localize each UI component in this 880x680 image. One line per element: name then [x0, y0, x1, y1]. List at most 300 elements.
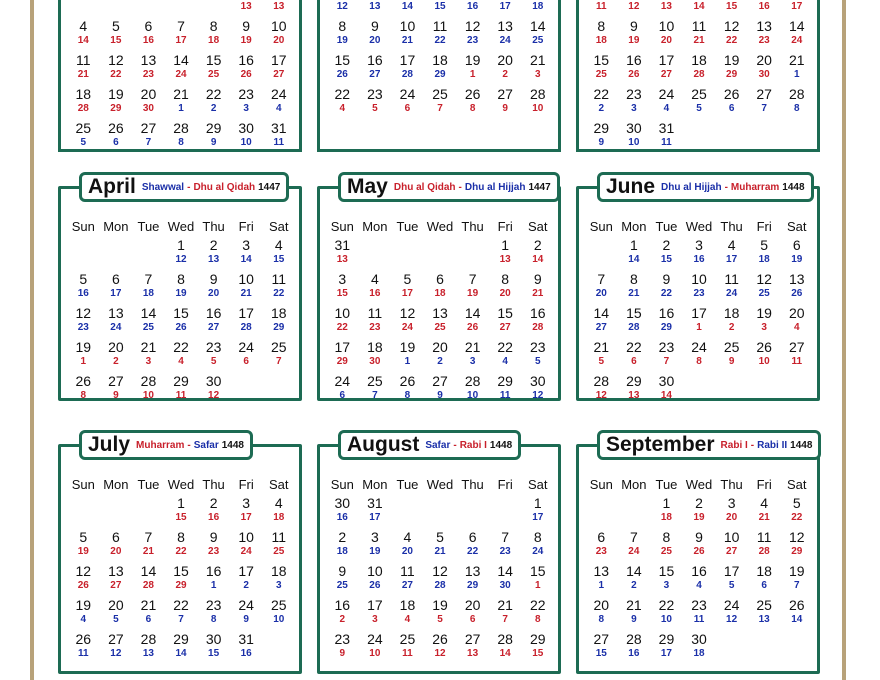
gregorian-date: 30	[658, 373, 675, 389]
day-cell	[683, 121, 716, 155]
week-row	[326, 87, 554, 121]
hijri-date: 26	[693, 546, 705, 557]
day-cell	[456, 272, 489, 306]
day-cell	[359, 238, 392, 272]
hijri-date: 17	[726, 254, 738, 265]
day-cell	[780, 272, 813, 306]
gregorian-date: 27	[497, 86, 513, 102]
week-row	[67, 53, 295, 87]
gregorian-date: 11	[724, 271, 739, 287]
day-cell	[489, 19, 522, 53]
hijri-date: 15	[336, 288, 348, 299]
hijri-date: 5	[534, 356, 541, 367]
weekday-label: Sat	[528, 219, 548, 234]
day-cell	[456, 374, 489, 408]
day-cell	[359, 87, 392, 121]
hijri-date: 8	[178, 137, 184, 148]
day-cell	[780, 632, 813, 666]
gregorian-date: 10	[334, 305, 351, 321]
weekday-label: Sun	[589, 477, 613, 492]
hijri-date: 22	[273, 288, 285, 299]
month-title-box	[597, 430, 821, 460]
day-cell	[585, 87, 618, 121]
gregorian-date: 21	[529, 52, 546, 68]
day-cell	[748, 87, 781, 121]
hijri-date: 11	[499, 390, 511, 401]
hijri-date: 27	[110, 580, 122, 591]
hijri-date: 11	[791, 356, 803, 367]
hijri-date: 11	[693, 614, 705, 625]
gregorian-date: 20	[108, 339, 124, 355]
day-cell	[326, 238, 359, 272]
hijri-date: 9	[243, 614, 249, 625]
hijri-date: 21	[401, 35, 413, 46]
weekday-header	[67, 477, 295, 492]
week-row	[326, 374, 554, 408]
gregorian-date: 13	[497, 18, 513, 34]
hijri-date: 29	[467, 580, 479, 591]
hijri-date: 26	[467, 322, 479, 333]
day-cell	[132, 496, 165, 530]
hijri-date: 14	[693, 1, 705, 12]
weekday-label: Fri	[238, 477, 254, 492]
day-cell	[197, 598, 230, 632]
gregorian-date: 14	[593, 305, 610, 321]
hijri-date: 8	[598, 614, 605, 625]
hijri-date: 17	[369, 512, 381, 523]
gregorian-date: 15	[334, 52, 351, 68]
gregorian-date: 21	[140, 339, 157, 355]
hijri-date: 3	[275, 580, 282, 591]
week-row	[585, 340, 813, 374]
day-cell	[230, 87, 263, 121]
day-cell	[521, 272, 554, 306]
gregorian-date: 22	[593, 86, 610, 102]
day-cell	[650, 340, 683, 374]
hijri-date: 8	[469, 103, 476, 114]
hijri-date: 23	[142, 69, 154, 80]
day-cell	[67, 121, 100, 155]
hijri-year: 1448	[790, 439, 813, 451]
hijri-date: 12	[110, 648, 122, 659]
day-cell	[197, 306, 230, 340]
gregorian-date: 25	[756, 597, 772, 613]
hijri-date: 20	[273, 35, 285, 46]
hijri-date: 10	[240, 137, 252, 148]
hijri-date: 5	[80, 137, 87, 148]
day-cell	[715, 374, 748, 408]
week-row	[67, 0, 295, 19]
hijri-date: 7	[437, 103, 443, 114]
hijri-date: 13	[369, 1, 381, 12]
hijri-date: 2	[243, 580, 249, 591]
weekday-label: Tue	[137, 477, 160, 492]
day-cell	[67, 306, 100, 340]
day-cell	[100, 374, 133, 408]
hijri-date: 7	[372, 390, 378, 401]
day-cell	[715, 598, 748, 632]
gregorian-date: 11	[756, 529, 772, 545]
month-name: September	[606, 433, 715, 456]
hijri-date: 29	[273, 322, 285, 333]
weekday-label: Wed	[167, 477, 195, 492]
gregorian-date: 15	[529, 563, 546, 579]
gregorian-date: 15	[205, 52, 222, 68]
gregorian-date: 16	[334, 597, 351, 613]
hijri-date: 29	[791, 546, 803, 557]
gregorian-date: 30	[626, 120, 642, 136]
gregorian-date: 14	[497, 563, 513, 579]
hijri-date: 14	[77, 35, 89, 46]
day-cell	[132, 564, 165, 598]
day-cell	[165, 121, 198, 155]
gregorian-date: 5	[760, 237, 769, 253]
gregorian-date: 26	[108, 120, 124, 136]
gregorian-date: 6	[111, 271, 120, 287]
gregorian-date: 27	[593, 631, 610, 647]
hijri-date: 25	[336, 580, 348, 591]
day-cell	[650, 374, 683, 408]
month-name: July	[88, 433, 131, 456]
gregorian-date: 19	[464, 52, 481, 68]
hijri-date: 17	[791, 1, 803, 12]
day-cell	[132, 121, 165, 155]
day-cell	[489, 0, 522, 19]
day-cell	[359, 564, 392, 598]
gregorian-date: 23	[334, 631, 351, 647]
hijri-date: 9	[598, 137, 605, 148]
hijri-date: 24	[628, 546, 640, 557]
day-cell	[424, 374, 457, 408]
hijri-date: 1	[80, 356, 87, 367]
gregorian-date: 12	[75, 563, 92, 579]
hijri-date: 17	[110, 288, 122, 299]
day-cell	[489, 340, 522, 374]
day-cell	[424, 272, 457, 306]
day-cell	[262, 272, 295, 306]
hijri-date: 3	[145, 356, 152, 367]
gregorian-date: 6	[597, 529, 606, 545]
gregorian-date: 18	[432, 52, 448, 68]
hijri-date: 17	[175, 35, 187, 46]
day-cell	[780, 19, 813, 53]
hijri-month-start: Shawwal	[141, 181, 185, 193]
day-cell	[326, 340, 359, 374]
day-cell	[683, 19, 716, 53]
week-row	[585, 306, 813, 340]
day-cell	[456, 598, 489, 632]
hijri-date: 9	[631, 614, 637, 625]
hijri-date: 4	[275, 103, 282, 114]
day-cell	[489, 564, 522, 598]
gregorian-date: 15	[173, 563, 189, 579]
hijri-month-start: Safar	[425, 439, 451, 451]
hijri-date: 18	[595, 35, 607, 46]
day-cell	[489, 496, 522, 530]
day-cell	[683, 530, 716, 564]
gregorian-date: 20	[756, 52, 772, 68]
gregorian-date: 18	[270, 563, 287, 579]
week-row	[326, 598, 554, 632]
gregorian-date: 22	[529, 597, 546, 613]
hijri-date: 28	[401, 69, 413, 80]
gregorian-date: 25	[270, 597, 287, 613]
day-cell	[262, 87, 295, 121]
gregorian-date: 25	[367, 373, 383, 389]
month-title-box	[79, 430, 253, 460]
gregorian-date: 28	[788, 86, 805, 102]
hijri-date: 13	[628, 390, 640, 401]
hijri-date: 30	[142, 103, 154, 114]
partial-month-1	[58, 0, 302, 152]
hijri-date: 10	[369, 648, 381, 659]
day-cell	[230, 238, 263, 272]
gregorian-date: 26	[723, 86, 740, 102]
day-cell	[521, 374, 554, 408]
gregorian-date: 23	[626, 86, 642, 102]
gregorian-date: 26	[75, 373, 92, 389]
partial-month-3	[576, 0, 820, 152]
hijri-year: 1447	[258, 181, 281, 193]
week-row	[67, 374, 295, 408]
gregorian-date: 3	[242, 237, 251, 253]
hijri-date: 30	[499, 580, 511, 591]
day-cell	[165, 564, 198, 598]
hijri-date: 17	[401, 288, 413, 299]
gregorian-date: 8	[177, 271, 185, 287]
day-cell	[359, 19, 392, 53]
gregorian-date: 4	[727, 237, 736, 253]
day-cell	[165, 272, 198, 306]
gregorian-date: 22	[626, 339, 642, 355]
weekday-label: Mon	[362, 477, 388, 492]
month-name: June	[606, 175, 656, 198]
day-cell	[585, 340, 618, 374]
day-cell	[585, 306, 618, 340]
hijri-date: 1	[178, 103, 184, 114]
gregorian-date: 8	[177, 529, 185, 545]
day-cell	[197, 374, 230, 408]
gregorian-date: 26	[788, 597, 805, 613]
hijri-date: 23	[467, 35, 479, 46]
hijri-date: 23	[77, 322, 89, 333]
day-cell	[359, 374, 392, 408]
week-row	[585, 374, 813, 408]
hijri-date: 19	[336, 35, 348, 46]
day-cell	[391, 19, 424, 53]
gregorian-date: 18	[367, 339, 383, 355]
gregorian-date: 22	[658, 597, 675, 613]
gregorian-date: 10	[723, 529, 740, 545]
day-cell	[326, 306, 359, 340]
day-cell	[748, 598, 781, 632]
day-cell	[683, 53, 716, 87]
gregorian-date: 14	[140, 563, 157, 579]
hijri-date: 20	[595, 288, 607, 299]
gregorian-date: 11	[400, 563, 415, 579]
weekday-label: Thu	[461, 477, 484, 492]
hijri-date: 2	[437, 356, 443, 367]
hijri-date: 12	[595, 390, 607, 401]
gregorian-date: 10	[270, 18, 287, 34]
hijri-date: 18	[758, 254, 770, 265]
hijri-date: 3	[469, 356, 476, 367]
gregorian-date: 22	[173, 597, 189, 613]
day-cell	[683, 306, 716, 340]
partial-month-2	[317, 0, 561, 152]
gregorian-date: 19	[108, 86, 124, 102]
gregorian-date: 13	[788, 271, 805, 287]
day-cell	[521, 306, 554, 340]
hijri-year: 1448	[489, 439, 513, 451]
day-cell	[326, 496, 359, 530]
day-cell	[521, 530, 554, 564]
gregorian-date: 5	[79, 271, 88, 287]
day-cell	[391, 238, 424, 272]
day-cell	[230, 374, 263, 408]
hijri-date: 13	[240, 1, 252, 12]
gregorian-date: 23	[658, 339, 675, 355]
day-cell	[456, 87, 489, 121]
gregorian-date: 15	[593, 52, 610, 68]
gregorian-date: 8	[533, 529, 542, 545]
day-cell	[424, 632, 457, 666]
day-cell	[262, 0, 295, 19]
hijri-date: 16	[758, 1, 770, 12]
hijri-date: 28	[77, 103, 89, 114]
day-cell	[456, 632, 489, 666]
day-cell	[165, 496, 198, 530]
gregorian-date: 2	[662, 237, 671, 253]
day-cell	[359, 598, 392, 632]
week-row	[67, 306, 295, 340]
hijri-date: 18	[434, 288, 446, 299]
day-cell	[67, 53, 100, 87]
week-row	[326, 530, 554, 564]
day-cell	[197, 496, 230, 530]
hijri-months	[425, 440, 512, 451]
day-cell	[521, 53, 554, 87]
day-cell	[456, 53, 489, 87]
day-cell	[67, 632, 100, 666]
day-cell	[748, 340, 781, 374]
week-row	[585, 632, 813, 666]
gregorian-date: 12	[756, 271, 772, 287]
hijri-date: 13	[142, 648, 154, 659]
day-cell	[197, 121, 230, 155]
day-cell	[326, 598, 359, 632]
gregorian-date: 13	[108, 563, 124, 579]
hijri-date: 15	[110, 35, 122, 46]
day-cell	[230, 496, 263, 530]
day-cell	[780, 53, 813, 87]
weekday-header	[67, 219, 295, 234]
week-row	[326, 340, 554, 374]
gregorian-date: 2	[695, 495, 703, 511]
gregorian-date: 22	[173, 339, 189, 355]
day-cell	[100, 598, 133, 632]
day-cell	[67, 19, 100, 53]
weekday-label: Tue	[396, 477, 419, 492]
hijri-date: 11	[661, 137, 672, 148]
day-cell	[521, 496, 554, 530]
gregorian-date: 26	[756, 339, 772, 355]
hijri-separator: -	[187, 439, 191, 451]
hijri-date: 19	[467, 288, 479, 299]
gregorian-date: 16	[205, 563, 222, 579]
day-cell	[391, 632, 424, 666]
week-rows	[67, 496, 295, 666]
hijri-date: 8	[80, 390, 87, 401]
day-cell	[521, 632, 554, 666]
hijri-date: 22	[175, 546, 187, 557]
gregorian-date: 30	[529, 373, 546, 389]
hijri-month-start: Dhu al Hijjah	[661, 181, 722, 193]
gregorian-date: 26	[432, 631, 448, 647]
day-cell	[618, 306, 651, 340]
hijri-date: 26	[240, 69, 252, 80]
day-cell	[585, 374, 618, 408]
day-cell	[489, 530, 522, 564]
gregorian-date: 29	[173, 631, 189, 647]
day-cell	[197, 238, 230, 272]
weekday-label: Thu	[461, 219, 484, 234]
gregorian-date: 25	[723, 339, 740, 355]
gregorian-date: 7	[597, 271, 606, 287]
day-cell	[456, 19, 489, 53]
weekday-label: Mon	[621, 477, 647, 492]
gregorian-date: 14	[464, 305, 481, 321]
weekday-label: Mon	[362, 219, 388, 234]
day-cell	[230, 632, 263, 666]
gregorian-date: 8	[501, 271, 510, 287]
day-cell	[165, 53, 198, 87]
hijri-date: 12	[532, 390, 544, 401]
hijri-date: 24	[791, 35, 803, 46]
gregorian-date: 9	[338, 563, 347, 579]
gregorian-date: 6	[111, 529, 120, 545]
day-cell	[585, 632, 618, 666]
gregorian-date: 1	[533, 495, 542, 511]
gregorian-date: 24	[691, 339, 707, 355]
day-cell	[100, 306, 133, 340]
hijri-date: 1	[598, 580, 605, 591]
day-cell	[391, 0, 424, 19]
day-cell	[326, 374, 359, 408]
gregorian-date: 28	[173, 120, 189, 136]
hijri-date: 28	[142, 580, 154, 591]
gregorian-date: 13	[593, 563, 610, 579]
weekday-label: Fri	[497, 219, 513, 234]
day-cell	[262, 306, 295, 340]
day-cell	[132, 87, 165, 121]
hijri-date: 10	[628, 137, 640, 148]
day-cell	[650, 0, 683, 19]
gregorian-date: 20	[464, 597, 481, 613]
day-cell	[230, 272, 263, 306]
week-rows	[326, 238, 554, 408]
hijri-date: 29	[726, 69, 738, 80]
day-cell	[521, 598, 554, 632]
gregorian-date: 23	[367, 86, 383, 102]
gregorian-date: 7	[144, 271, 153, 287]
weekday-label: Fri	[238, 219, 254, 234]
hijri-date: 26	[77, 580, 89, 591]
gregorian-date: 28	[140, 373, 157, 389]
day-cell	[326, 272, 359, 306]
gregorian-date: 14	[529, 18, 546, 34]
hijri-date: 6	[469, 614, 476, 625]
